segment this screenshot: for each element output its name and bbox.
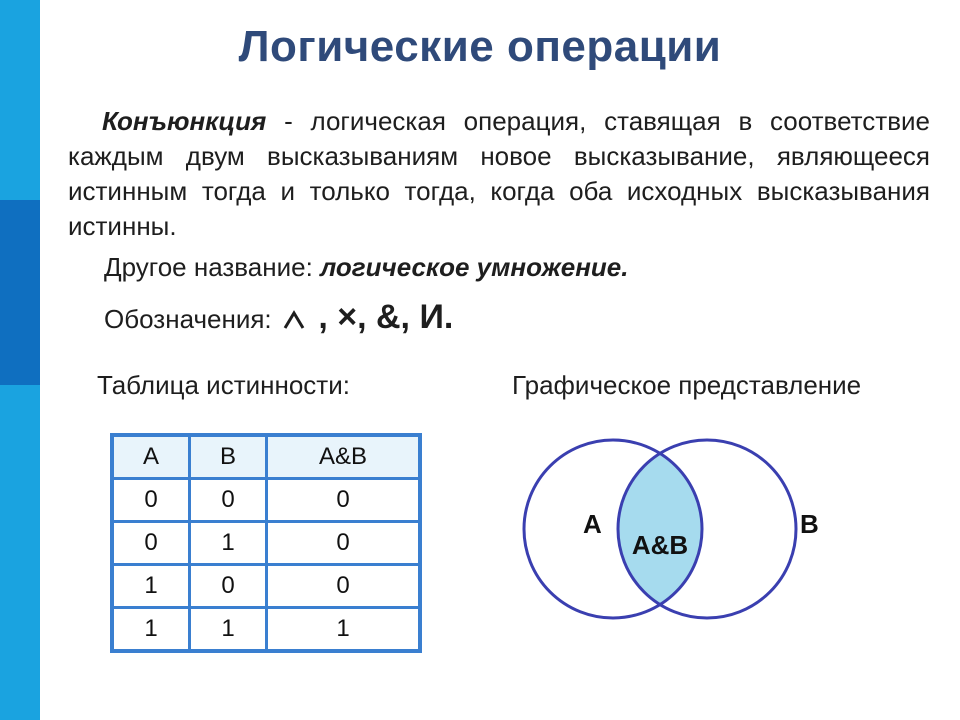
- truth-table-header-ab: A&B: [267, 435, 421, 479]
- table-row: [112, 608, 420, 652]
- table-cell: 0: [190, 565, 267, 608]
- venn-label-b: B: [800, 509, 819, 539]
- table-cell: 1: [267, 608, 421, 652]
- truth-table-header-b: B: [190, 435, 267, 479]
- table-caption: Таблица истинности:: [97, 370, 350, 400]
- table-row: [112, 522, 420, 565]
- table-cell: 1: [190, 608, 267, 652]
- graph-caption: Графическое представление: [512, 370, 862, 400]
- definition-paragraph: [68, 104, 930, 244]
- notation-line: [104, 298, 453, 337]
- notation-i-letter: И.: [419, 298, 454, 336]
- notation-times: ×: [337, 298, 358, 336]
- table-row: [112, 479, 420, 522]
- other-name-label: Другое название:: [104, 252, 321, 282]
- venn-label-a: A: [583, 509, 602, 539]
- notation-ampersand: &: [375, 298, 401, 336]
- table-cell: 0: [267, 479, 421, 522]
- notation-sep-1: ,: [308, 298, 338, 336]
- other-name-value: логическое умножение.: [320, 252, 629, 282]
- table-row: [112, 565, 420, 608]
- table-cell: 1: [112, 565, 190, 608]
- other-name-line: [104, 252, 628, 283]
- table-cell: 0: [190, 479, 267, 522]
- notation-sep-3: ,: [400, 298, 420, 336]
- venn-diagram: [520, 412, 900, 662]
- table-cell: 0: [112, 479, 190, 522]
- venn-label-ab: A&B: [631, 530, 689, 560]
- side-accent-bar-dark: [0, 200, 40, 385]
- definition-text: - логическая операция, ставящая в соответствие каждым двум высказываниям новое высказывание, являющееся истинным тогда и только тогда, когда оба исходных высказывания истинны.: [68, 106, 930, 241]
- table-cell: 1: [190, 522, 267, 565]
- definition-term: Конъюнкция: [102, 106, 267, 136]
- notation-sep-2: ,: [357, 298, 376, 336]
- page-title: Логические операции: [238, 22, 722, 71]
- truth-table-header-row: [112, 435, 420, 479]
- table-cell: 0: [267, 522, 421, 565]
- table-cell: 0: [112, 522, 190, 565]
- logical-and-icon: [283, 306, 305, 337]
- truth-table: [110, 433, 422, 653]
- truth-table-header-a: A: [112, 435, 190, 479]
- table-cell: 1: [112, 608, 190, 652]
- table-cell: 0: [267, 565, 421, 608]
- notation-label: Обозначения:: [104, 304, 279, 334]
